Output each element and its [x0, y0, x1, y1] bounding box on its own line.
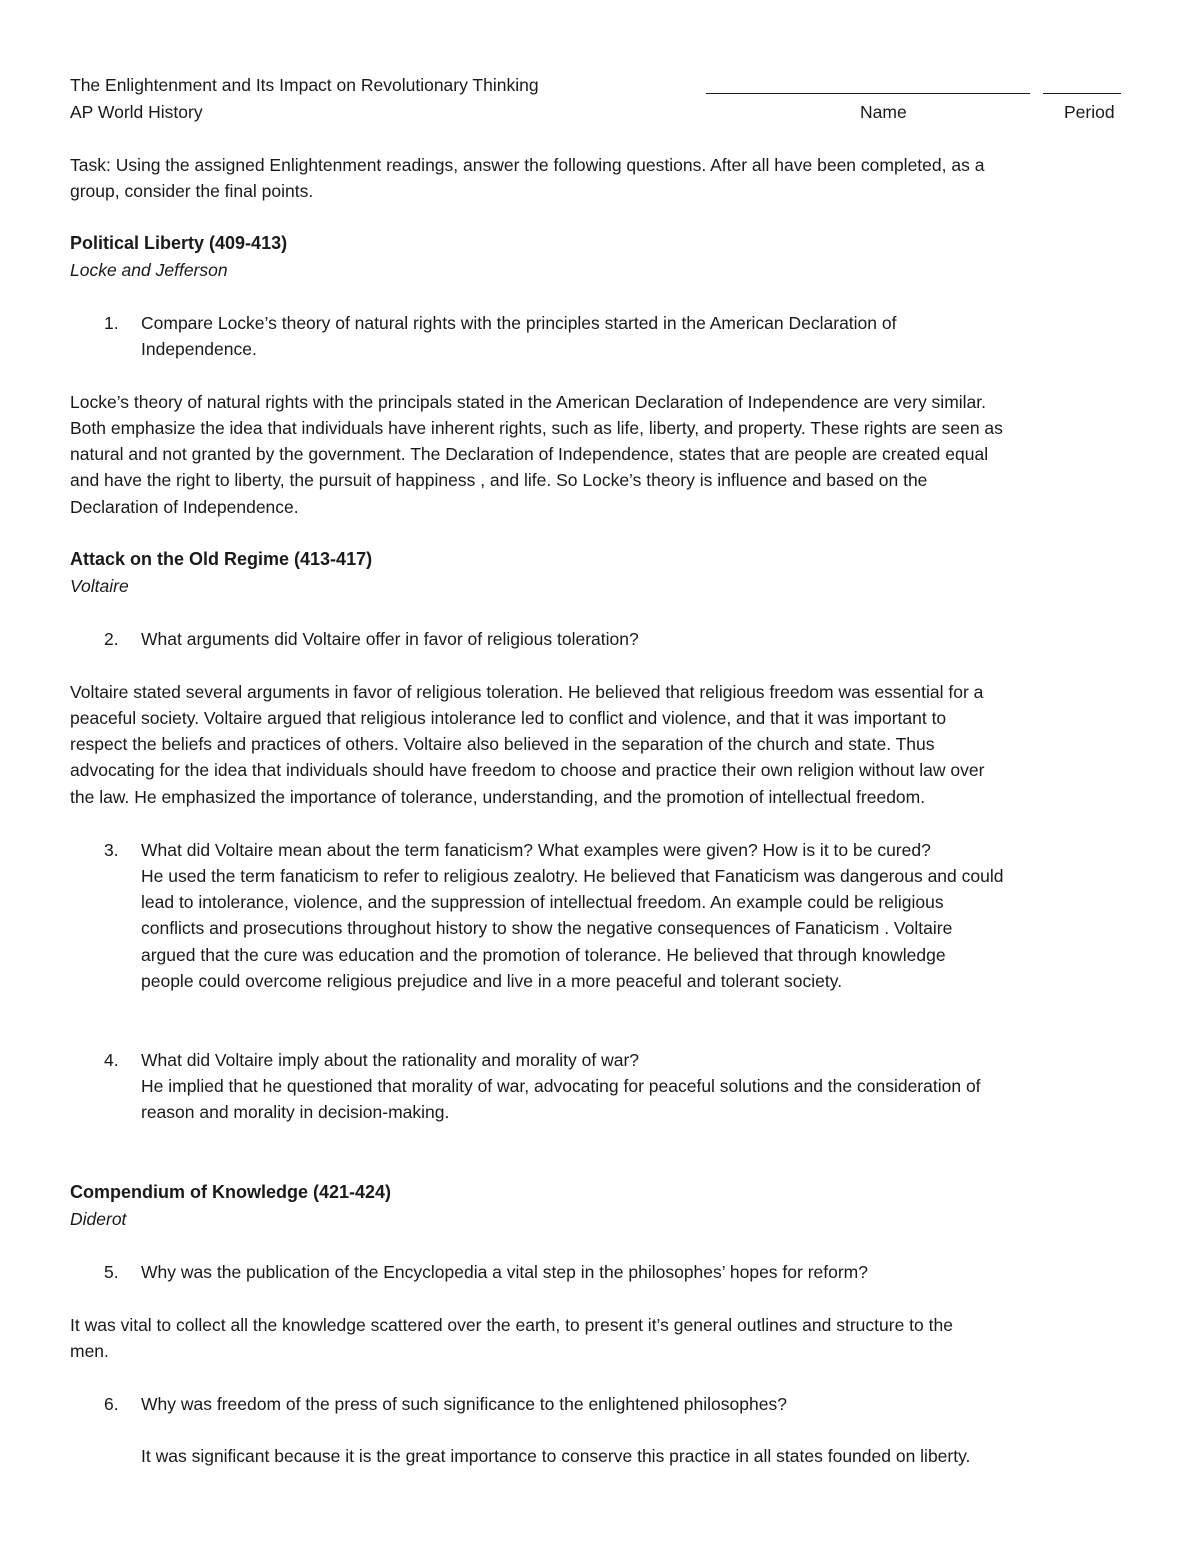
answer-line: Locke’s theory of natural rights with the principals stated in the American Declaration of Independence are very similar.: [70, 392, 986, 412]
question-number: 5.: [104, 1262, 119, 1282]
question-number: 4.: [104, 1050, 119, 1070]
answer-line: Both emphasize the idea that individuals have inherent rights, such as life, liberty, and property. These rights are seen as: [70, 418, 1003, 438]
name-label: Name: [860, 102, 907, 122]
question-text: Compare Locke’s theory of natural rights with the principles started in the American Declaration of: [141, 313, 897, 333]
section-heading: Political Liberty (409-413): [70, 233, 288, 253]
question-text: What arguments did Voltaire offer in favor of religious toleration?: [141, 629, 639, 649]
document-title: The Enlightenment and Its Impact on Revolutionary Thinking: [70, 75, 539, 95]
course-name: AP World History: [70, 102, 203, 122]
answer-line: and have the right to liberty, the pursuit of happiness , and life. So Locke’s theory is influence and based on the: [70, 470, 928, 490]
name-blank[interactable]: [706, 93, 1030, 94]
answer-line: reason and morality in decision-making.: [141, 1102, 450, 1122]
answer-line: It was vital to collect all the knowledge scattered over the earth, to present it’s general outlines and structure to the: [70, 1315, 953, 1335]
question-number: 6.: [104, 1394, 119, 1414]
section-heading: Compendium of Knowledge (421-424): [70, 1182, 392, 1202]
question-text: What did Voltaire imply about the rationality and morality of war?: [141, 1050, 640, 1070]
answer-line: Voltaire stated several arguments in favor of religious toleration. He believed that religious freedom was essential for a: [70, 682, 984, 702]
answer-line: respect the beliefs and practices of others. Voltaire also believed in the separation of the church and state. Thus: [70, 734, 935, 754]
answer-line: argued that the cure was education and the promotion of tolerance. He believed that through knowledge: [141, 945, 946, 965]
answer-line: men.: [70, 1341, 109, 1361]
answer-line: peaceful society. Voltaire argued that religious intolerance led to conflict and violence, and that it was important to: [70, 708, 947, 728]
answer-line: conflicts and prosecutions throughout history to show the negative consequences of Fanaticism . Voltaire: [141, 918, 953, 938]
section-heading: Attack on the Old Regime (413-417): [70, 549, 373, 569]
answer-line: He used the term fanaticism to refer to religious zealotry. He believed that Fanaticism was dangerous and could: [141, 866, 1004, 886]
answer-line: It was significant because it is the great importance to conserve this practice in all states founded on liberty.: [141, 1446, 971, 1466]
answer-line: lead to intolerance, violence, and the suppression of intellectual freedom. An example could be religious: [141, 892, 944, 912]
question-text: What did Voltaire mean about the term fanaticism? What examples were given? How is it to be cured?: [141, 840, 931, 860]
period-label: Period: [1064, 102, 1115, 122]
answer-line: people could overcome religious prejudice and live in a more peaceful and tolerant society.: [141, 971, 843, 991]
question-number: 3.: [104, 840, 119, 860]
question-number: 1.: [104, 313, 119, 333]
section-subtitle: Voltaire: [70, 576, 129, 596]
section-subtitle: Diderot: [70, 1209, 127, 1229]
task-line: group, consider the final points.: [70, 181, 314, 201]
question-text: Why was freedom of the press of such significance to the enlightened philosophes?: [141, 1394, 787, 1414]
question-text: Independence.: [141, 339, 257, 359]
period-blank[interactable]: [1043, 93, 1121, 94]
answer-line: Declaration of Independence.: [70, 497, 299, 517]
question-number: 2.: [104, 629, 119, 649]
answer-line: advocating for the idea that individuals should have freedom to choose and practice their own religion without law over: [70, 760, 985, 780]
answer-line: He implied that he questioned that morality of war, advocating for peaceful solutions and the consideration of: [141, 1076, 981, 1096]
question-text: Why was the publication of the Encyclopedia a vital step in the philosophes’ hopes for reform?: [141, 1262, 868, 1282]
section-subtitle: Locke and Jefferson: [70, 260, 228, 280]
answer-line: natural and not granted by the government. The Declaration of Independence, states that are people are created equal: [70, 444, 989, 464]
task-line: Task: Using the assigned Enlightenment readings, answer the following questions. After all have been completed, as a: [70, 155, 985, 175]
answer-line: the law. He emphasized the importance of tolerance, understanding, and the promotion of intellectual freedom.: [70, 787, 926, 807]
